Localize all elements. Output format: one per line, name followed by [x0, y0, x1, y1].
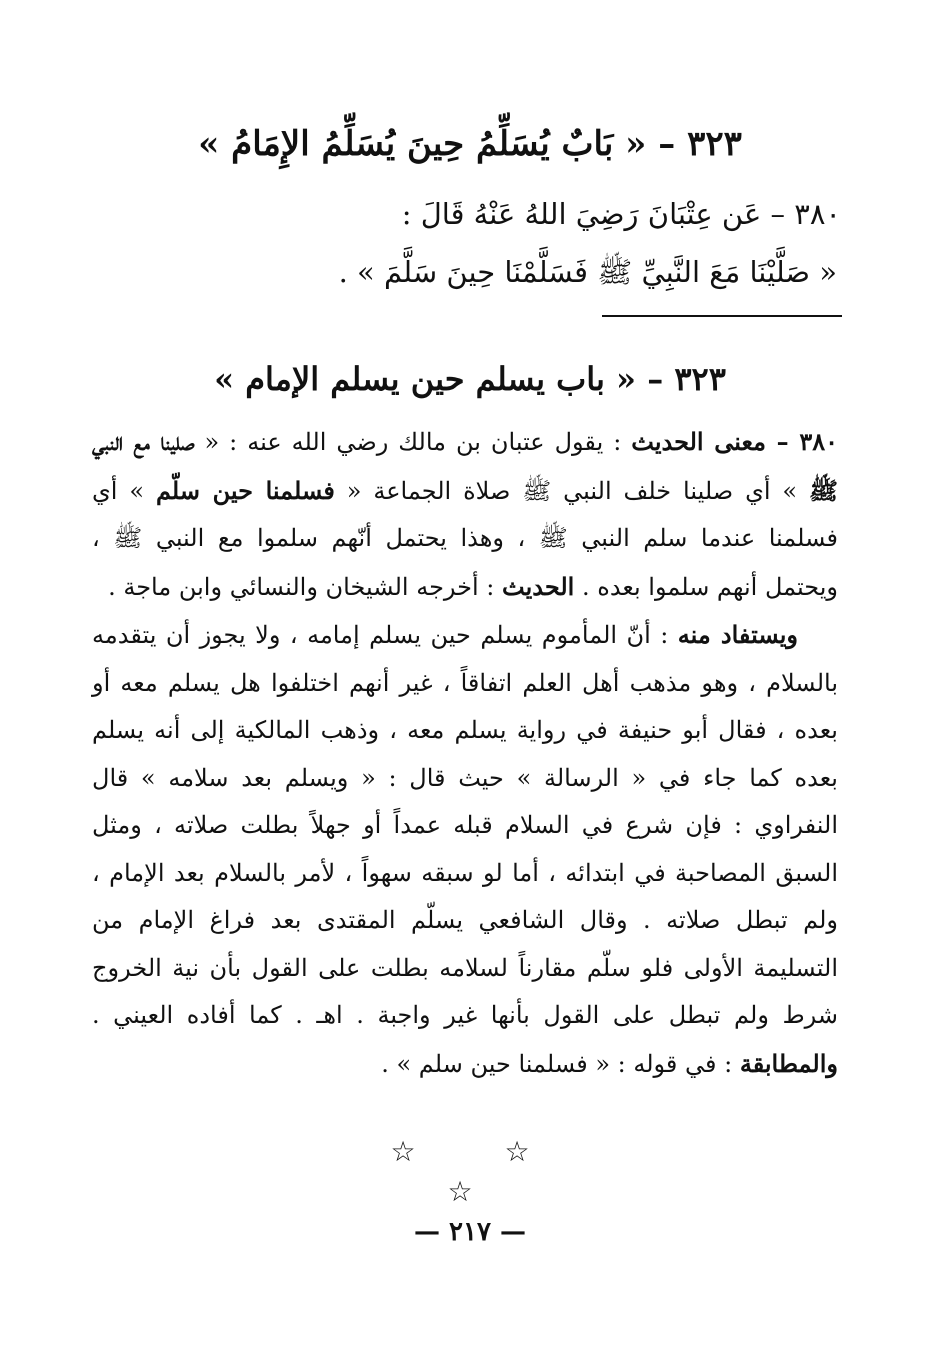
separator-rule	[602, 315, 842, 317]
hadith-text-line: « صَلَّيْنَا مَعَ النَّبِيِّ ﷺ فَسَلَّمْنَا حِينَ سَلَّمَ » .	[338, 255, 837, 289]
star-divider-icon: ☆ ☆ ☆	[390, 1135, 570, 1208]
chapter-heading-vowelled: ٣٢٣ – « بَابٌ يُسَلِّمُ حِينَ يُسَلِّمُ الإِمَامُ »	[198, 124, 742, 164]
commentary-text: : أخرجه الشيخان والنسائي وابن ماجة .	[108, 572, 503, 601]
commentary-text: » أي صلينا خلف النبي ﷺ صلاة الجماعة «	[334, 476, 810, 505]
commentary-text: : في قوله : « فسلمنا حين سلم » .	[381, 1049, 740, 1078]
page-number: — ٢١٧ —	[413, 1217, 527, 1247]
commentary-body	[92, 418, 838, 1088]
hadith-narrator-line: ٣٨٠ – عَن عِتْبَانَ رَضِيَ اللهُ عَنْهُ قَالَ :	[401, 197, 841, 231]
hadith-meaning-label: ٣٨٠ – معنى الحديث	[631, 427, 838, 456]
commentary-paragraph-benefits	[92, 611, 838, 1088]
commentary-text: : أنّ المأموم يسلم حين يسلم إمامه ، ولا يجوز أن يتقدمه بالسلام ، وهو مذهب أهل العلم اتفاقاً ، غير أنهم اختلفوا هل يسلم معه أو بعده ، فقال أبو حنيفة في رواية يسلم معه ، وذهب المالكية إلى أنه يسلم بعده كما جاء في « الرسالة » حيث قال : « ويسلم بعد سلامه » قال النفراوي : فإن شرع في السلام قبله عمداً أو جهلاً بطلت صلاته ، ومثل السبق المصاحبة في ابتدائه ، أما لو سبقه سهواً ، لأمر بالسلام بعد الإمام ، ولم تبطل صلاته . وقال الشافعي يسلّم المقتدى بعد فراغ الإمام من التسليمة الأولى فلو سلّم مقارناً لسلامه بطلت على القول بأن نية الخروج شرط ولم تبطل على القول بأنها غير واجبة . اهـ . كما أفاده العيني .	[92, 621, 838, 1029]
quoted-phrase-bold: صلينا مع النبي ﷺ	[92, 427, 839, 505]
hadith-source-label: الحديث	[502, 571, 575, 601]
chapter-heading-plain: ٣٢٣ – « باب يسلم حين يسلم الإمام »	[214, 360, 726, 398]
quoted-phrase-bold: فسلمنا حين سلّم	[155, 475, 335, 505]
commentary-text: » أي فسلمنا عندما سلم النبي ﷺ ، وهذا يحتمل أنّهم سلموا مع النبي ﷺ ، ويحتمل أنهم سلموا بعده .	[92, 476, 838, 601]
commentary-paragraph-meaning	[92, 418, 838, 611]
benefits-label: ويستفاد منه	[677, 620, 798, 649]
commentary-text: : يقول عتبان بن مالك رضي الله عنه : «	[194, 428, 632, 456]
correspondence-label: والمطابقة	[739, 1048, 838, 1078]
